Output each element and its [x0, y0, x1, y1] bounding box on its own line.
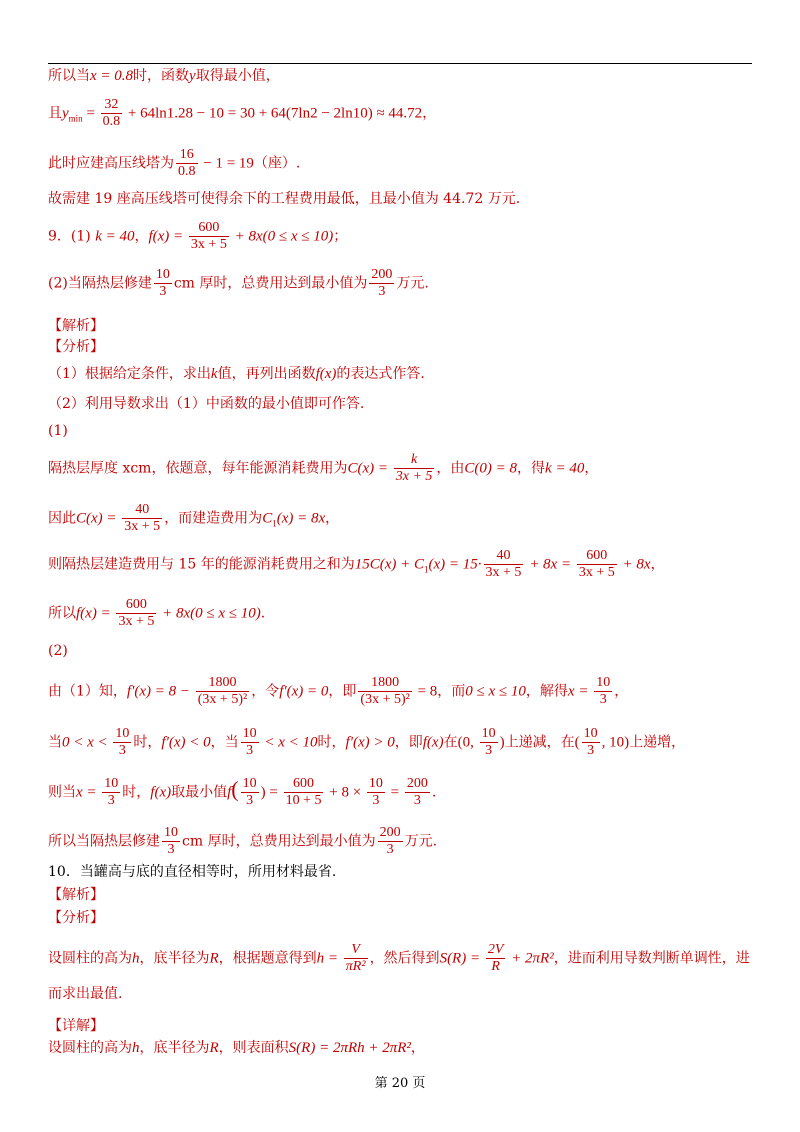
numerator: 40 [496, 548, 511, 563]
math: (x) = 15· [428, 556, 482, 573]
math: f′(x) = 0 [279, 683, 329, 700]
numerator: 600 [198, 220, 220, 235]
text: 时， [317, 734, 346, 751]
text: 所以当隔热层修建 [48, 833, 160, 850]
text: 且 [48, 105, 62, 122]
line-19 [48, 776, 436, 809]
section-jiexi-2: 【解析】 [48, 887, 104, 903]
math: + 8x [618, 556, 651, 573]
fraction [284, 776, 324, 809]
fraction [358, 675, 411, 708]
fraction [484, 548, 524, 581]
denominator: 3x + 5 [395, 469, 433, 484]
line-17 [48, 675, 628, 708]
denominator: πR² [345, 959, 366, 974]
line-10: （2）利用导数求出（1）中函数的最小值即可作答. [48, 396, 365, 412]
numerator: 32 [104, 97, 119, 112]
fraction [378, 825, 403, 858]
math: − 1 = 19 [199, 155, 254, 172]
text: 上递减，在 [504, 734, 575, 751]
math: C(x) = [76, 510, 121, 527]
text: 的表达式作答. [336, 366, 425, 382]
text: ，即 [328, 683, 357, 700]
text: ， [584, 460, 599, 477]
math: y [189, 68, 196, 84]
numerator: 10 [481, 726, 496, 741]
math: C(x) = [347, 460, 392, 477]
text: （1）根据给定条件，求出 [48, 366, 211, 382]
numerator: 1800 [371, 675, 400, 690]
section-jiexi: 【解析】 [48, 318, 104, 334]
denominator: 3 [154, 283, 172, 300]
fraction [176, 147, 198, 180]
math: + 2πR² [507, 950, 554, 967]
math: + 8x = [525, 556, 575, 573]
math: f(x) = [76, 605, 115, 622]
fraction [116, 597, 156, 630]
math: C(0) = 8 [464, 460, 518, 477]
fraction [101, 97, 123, 130]
header-rule [48, 63, 752, 64]
line-9 [48, 364, 425, 384]
text: ，得 [517, 460, 546, 477]
line-12 [48, 452, 598, 485]
math: f(x) [150, 784, 172, 801]
line-14 [48, 548, 665, 581]
numerator: V [351, 942, 360, 957]
numerator: 200 [371, 267, 393, 282]
section-xiangjie: 【详解】 [48, 1018, 104, 1034]
text: 万元. [396, 275, 429, 292]
numerator: 40 [135, 502, 150, 517]
text: 此时应建高压线塔为 [48, 155, 174, 172]
math: 15C(x) + C [354, 556, 424, 573]
text: 上递增， [629, 734, 686, 751]
math: f′(x) > 0 [345, 734, 395, 751]
text: 所以 [48, 605, 76, 622]
math: f(x) [422, 734, 444, 751]
text: 所以当 [48, 68, 90, 84]
text: ， [410, 1040, 425, 1056]
text: 设圆柱的高为 [48, 1040, 132, 1056]
math: h [132, 1040, 140, 1056]
text: ，底半径为 [139, 950, 210, 967]
math: S(R) = 2πRh + 2πR² [288, 1040, 411, 1056]
text: 在 [443, 734, 458, 751]
denominator: (3x + 5)² [360, 692, 410, 707]
denominator: 3 [102, 792, 120, 809]
fraction [405, 776, 430, 809]
math: x = [76, 784, 101, 801]
denominator: 3 [367, 792, 385, 809]
math: C [262, 510, 273, 527]
denominator: 3x + 5 [485, 565, 522, 580]
math: S(R) = [439, 950, 484, 967]
text: ，解得 [525, 683, 568, 700]
line-18 [48, 726, 685, 759]
fraction [577, 548, 617, 581]
line-20 [48, 825, 437, 858]
text: （座）. [253, 155, 301, 172]
math: ) = [260, 784, 282, 801]
text: ，令 [251, 683, 280, 700]
math: < x < 10 [260, 734, 318, 751]
denominator: 3x + 5 [190, 237, 227, 252]
denominator: 3 [480, 742, 498, 759]
text: 时， [133, 734, 162, 751]
text: ，根据题意得到 [218, 950, 317, 967]
fraction [162, 825, 180, 858]
text: ， [134, 228, 149, 245]
denominator: 3 [241, 742, 259, 759]
line-2 [48, 97, 436, 130]
text: 9．(1) [48, 228, 91, 245]
line-13 [48, 502, 339, 535]
numerator: 600 [586, 548, 608, 563]
math: + 8 × [325, 784, 365, 801]
denominator: 3x + 5 [578, 565, 615, 580]
fraction [367, 776, 385, 809]
denominator: 3 [162, 841, 180, 858]
math: R [209, 1040, 219, 1056]
denominator: 10 + 5 [285, 793, 322, 808]
fraction [102, 776, 120, 809]
numerator: 200 [406, 776, 428, 791]
text: ，即 [394, 734, 423, 751]
math: = [386, 784, 403, 801]
denominator: 0.8 [178, 164, 196, 179]
text: 由（1）知， [48, 683, 127, 700]
math: k = 40 [545, 460, 585, 477]
line-5 [48, 220, 347, 253]
denominator: 3 [378, 841, 403, 858]
fraction [113, 726, 131, 759]
text: 时，函数 [133, 68, 190, 84]
math: x = 0.8 [90, 68, 134, 84]
math: + 8x(0 ≤ x ≤ 10) [158, 605, 261, 622]
text: ， [614, 683, 629, 700]
fraction [480, 726, 498, 759]
line-6 [48, 267, 429, 300]
math: = [82, 105, 99, 122]
text: 则当 [48, 784, 76, 801]
numerator: 10 [115, 726, 130, 741]
fraction [241, 776, 259, 809]
math: f(x) = [148, 228, 187, 245]
text: (2)当隔热层修建 [48, 275, 152, 292]
math: (x) = 8x [276, 510, 326, 527]
line-27 [48, 1038, 425, 1058]
denominator: 3 [405, 792, 430, 809]
text: ，进而利用导数判断单调性，进 [553, 950, 750, 967]
math: (0, [457, 734, 478, 751]
line-3 [48, 147, 300, 180]
math: + 8x(0 ≤ x ≤ 10) [230, 228, 334, 245]
denominator: (3x + 5)² [197, 692, 248, 707]
text: ， [422, 105, 437, 122]
fraction [241, 726, 259, 759]
text: ， [650, 556, 665, 573]
math: y [62, 105, 69, 122]
page-footer: 第 20 页 [374, 1076, 426, 1091]
numerator: k [410, 452, 418, 467]
math: + 64ln1.28 − 10 = 30 + 64(7ln2 − 2ln10) ≈ 44.72 [124, 105, 423, 122]
text: 万元. [404, 833, 438, 850]
math: h = [316, 950, 342, 967]
denominator: 3x + 5 [124, 519, 161, 534]
denominator: 3 [241, 792, 259, 809]
text: . [431, 784, 437, 801]
line-16: (2) [48, 643, 68, 659]
line-4: 故需建 19 座高压线塔可使得余下的工程费用最低，且最小值为 44.72 万元. [48, 191, 521, 207]
numerator: 600 [293, 776, 315, 791]
fraction [394, 452, 435, 485]
text: ，然后得到 [369, 950, 440, 967]
math: k = 40 [95, 228, 135, 245]
numerator: 10 [155, 267, 170, 282]
numerator: 10 [242, 726, 257, 741]
fraction [122, 502, 162, 535]
numerator: 10 [583, 726, 598, 741]
math: ( [231, 776, 239, 802]
math: f [227, 784, 232, 801]
numerator: 200 [379, 825, 401, 840]
denominator: R [486, 958, 506, 975]
subscript: 1 [272, 518, 277, 529]
denominator: 3 [582, 742, 600, 759]
denominator: 3 [113, 742, 131, 759]
math: R [209, 950, 219, 967]
numerator: 16 [179, 147, 194, 162]
line-15 [48, 597, 265, 630]
line-24 [48, 942, 750, 975]
text: 设圆柱的高为 [48, 950, 132, 967]
numerator: 10 [104, 776, 119, 791]
numerator: 10 [242, 776, 257, 791]
text: ，底半径为 [139, 1040, 210, 1056]
fraction [369, 267, 394, 300]
math: , 10) [601, 734, 630, 751]
line-11: (1) [48, 423, 68, 439]
fraction [594, 675, 612, 708]
text: ，而建造费用为 [164, 510, 263, 527]
subscript: min [68, 113, 83, 124]
fraction [582, 726, 600, 759]
math: k [210, 366, 218, 382]
math: = 8 [413, 683, 438, 700]
denominator: 3 [369, 283, 394, 300]
text: 当 [48, 734, 62, 751]
text: 值，再列出函数 [217, 366, 316, 382]
text: . [260, 605, 266, 622]
math: ( [574, 734, 580, 751]
fraction [189, 220, 229, 253]
fraction [196, 675, 249, 708]
math: ) [499, 734, 505, 751]
denominator: 3x + 5 [118, 614, 155, 629]
text: cm 厚时，总费用达到最小值为 [173, 275, 368, 292]
line-21: 10．当罐高与底的直径相等时，所用材料最省. [48, 864, 337, 880]
numerator: 10 [164, 825, 178, 840]
section-fenxi: 【分析】 [48, 339, 104, 355]
text: cm 厚时，总费用达到最小值为 [182, 833, 376, 850]
math: h [132, 950, 140, 967]
fraction [486, 942, 506, 975]
text: ，则表面积 [218, 1040, 289, 1056]
math: f(x) [315, 366, 337, 382]
text: 则隔热层建造费用与 15 年的能源消耗费用之和为 [48, 556, 355, 573]
text: 取得最小值， [195, 68, 280, 84]
math: f′(x) < 0 [161, 734, 211, 751]
numerator: 10 [368, 776, 383, 791]
numerator: 1800 [208, 675, 237, 690]
fraction [344, 942, 368, 975]
text: 隔热层厚度 xcm，依题意，每年能源消耗费用为 [48, 460, 348, 477]
math: x = [567, 683, 593, 700]
text: ，由 [436, 460, 465, 477]
text: ，而 [437, 683, 466, 700]
section-fenxi-2: 【分析】 [48, 910, 104, 926]
text: ，当 [210, 734, 239, 751]
line-25: 而求出最值. [48, 986, 123, 1002]
fraction [154, 267, 172, 300]
denominator: 3 [594, 691, 612, 708]
text: 取最小值 [171, 784, 228, 801]
line-1 [48, 66, 280, 86]
text: ； [333, 228, 348, 245]
numerator: 10 [596, 675, 611, 690]
numerator: 2V [487, 942, 504, 957]
denominator: 0.8 [102, 114, 121, 129]
math: 0 < x < [62, 734, 112, 751]
text: 时， [122, 784, 151, 801]
subscript: 1 [424, 564, 429, 575]
math: f′(x) = 8 − [126, 683, 194, 700]
numerator: 600 [125, 597, 147, 612]
text: 因此 [48, 510, 76, 527]
math: 0 ≤ x ≤ 10 [465, 683, 526, 700]
text: ， [325, 510, 340, 527]
